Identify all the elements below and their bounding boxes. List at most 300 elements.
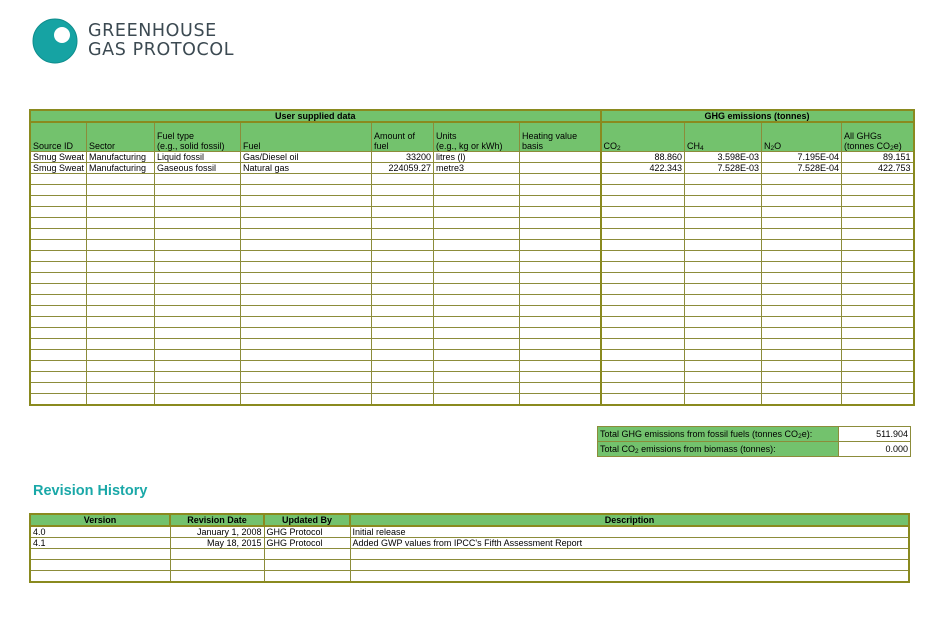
rev-cell-date[interactable]: May 18, 2015: [170, 538, 264, 549]
cell-heating[interactable]: [520, 217, 601, 228]
cell-n2o[interactable]: [762, 217, 842, 228]
rev-cell-version[interactable]: 4.0: [30, 526, 170, 538]
cell-all[interactable]: [842, 250, 914, 261]
cell-all[interactable]: [842, 393, 914, 405]
cell-co2[interactable]: [601, 305, 685, 316]
cell-units[interactable]: [434, 338, 520, 349]
cell-n2o[interactable]: [762, 371, 842, 382]
cell-all[interactable]: [842, 327, 914, 338]
cell-units[interactable]: [434, 228, 520, 239]
cell-source-id[interactable]: Smug Sweat: [30, 162, 87, 173]
cell-co2[interactable]: [601, 349, 685, 360]
cell-amount[interactable]: 224059.27: [372, 162, 434, 173]
cell-n2o[interactable]: [762, 272, 842, 283]
cell-units[interactable]: [434, 283, 520, 294]
cell-co2[interactable]: [601, 184, 685, 195]
cell-amount[interactable]: [372, 184, 434, 195]
cell-sector[interactable]: [87, 184, 155, 195]
cell-source-id[interactable]: [30, 239, 87, 250]
cell-all[interactable]: [842, 272, 914, 283]
cell-ch4[interactable]: [685, 272, 762, 283]
cell-co2[interactable]: [601, 316, 685, 327]
cell-co2[interactable]: [601, 250, 685, 261]
cell-fuel-type[interactable]: [155, 217, 241, 228]
cell-source-id[interactable]: [30, 195, 87, 206]
cell-fuel[interactable]: [241, 228, 372, 239]
cell-fuel-type[interactable]: [155, 316, 241, 327]
empty-table-row: [30, 294, 914, 305]
cell-ch4[interactable]: [685, 239, 762, 250]
cell-amount[interactable]: 33200: [372, 151, 434, 162]
cell-fuel[interactable]: [241, 195, 372, 206]
cell-all[interactable]: [842, 239, 914, 250]
cell-fuel-type[interactable]: [155, 382, 241, 393]
cell-ch4[interactable]: [685, 382, 762, 393]
cell-co2[interactable]: [601, 228, 685, 239]
n2o-tail: O: [774, 140, 782, 151]
cell-co2[interactable]: [601, 283, 685, 294]
cell-fuel-type[interactable]: [155, 261, 241, 272]
cell-heating[interactable]: [520, 162, 601, 173]
cell-source-id[interactable]: [30, 173, 87, 184]
cell-all[interactable]: [842, 382, 914, 393]
cell-all[interactable]: [842, 349, 914, 360]
cell-heating[interactable]: [520, 382, 601, 393]
cell-amount[interactable]: [372, 173, 434, 184]
cell-sector[interactable]: [87, 250, 155, 261]
cell-source-id[interactable]: [30, 250, 87, 261]
fuel-emissions-table: [29, 109, 915, 406]
cell-amount[interactable]: [372, 272, 434, 283]
cell-n2o[interactable]: [762, 360, 842, 371]
cell-n2o[interactable]: 7.528E-04: [762, 162, 842, 173]
cell-fuel-type[interactable]: Liquid fossil: [155, 151, 241, 162]
cell-ch4[interactable]: [685, 305, 762, 316]
cell-fuel-type[interactable]: [155, 327, 241, 338]
cell-n2o[interactable]: 7.195E-04: [762, 151, 842, 162]
cell-units[interactable]: [434, 349, 520, 360]
rev-cell-version[interactable]: [30, 549, 170, 560]
rev-cell-by[interactable]: GHG Protocol: [264, 526, 350, 538]
cell-amount[interactable]: [372, 239, 434, 250]
empty-table-row: [30, 261, 914, 272]
cell-all[interactable]: 89.151: [842, 151, 914, 162]
cell-heating[interactable]: [520, 151, 601, 162]
cell-amount[interactable]: [372, 250, 434, 261]
cell-ch4[interactable]: [685, 349, 762, 360]
cell-amount[interactable]: [372, 195, 434, 206]
cell-sector[interactable]: [87, 393, 155, 405]
cell-heating[interactable]: [520, 195, 601, 206]
cell-source-id[interactable]: [30, 217, 87, 228]
cell-amount[interactable]: [372, 283, 434, 294]
cell-fuel[interactable]: [241, 184, 372, 195]
empty-table-row: [30, 316, 914, 327]
cell-fuel[interactable]: [241, 327, 372, 338]
cell-fuel[interactable]: [241, 349, 372, 360]
cell-all[interactable]: [842, 283, 914, 294]
cell-sector[interactable]: Manufacturing: [87, 162, 155, 173]
all-line1: All GHGs: [844, 130, 882, 141]
cell-fuel[interactable]: [241, 371, 372, 382]
cell-n2o[interactable]: [762, 338, 842, 349]
cell-amount[interactable]: [372, 338, 434, 349]
cell-heating[interactable]: [520, 327, 601, 338]
cell-ch4[interactable]: [685, 283, 762, 294]
fuel-type-line1: Fuel type: [157, 130, 195, 141]
all-sub: 2: [890, 144, 894, 151]
cell-fuel[interactable]: [241, 239, 372, 250]
cell-source-id[interactable]: [30, 261, 87, 272]
cell-n2o[interactable]: [762, 239, 842, 250]
cell-co2[interactable]: [601, 173, 685, 184]
cell-co2[interactable]: [601, 294, 685, 305]
cell-units[interactable]: [434, 360, 520, 371]
cell-sector[interactable]: [87, 206, 155, 217]
cell-sector[interactable]: [87, 195, 155, 206]
cell-sector[interactable]: [87, 239, 155, 250]
cell-units[interactable]: [434, 173, 520, 184]
cell-units[interactable]: [434, 250, 520, 261]
total-bio-tail: emissions from biomass (tonnes):: [638, 444, 776, 454]
co2-text: CO: [603, 140, 618, 151]
cell-amount[interactable]: [372, 217, 434, 228]
cell-sector[interactable]: [87, 360, 155, 371]
cell-fuel-type[interactable]: [155, 206, 241, 217]
cell-n2o[interactable]: [762, 228, 842, 239]
cell-n2o[interactable]: [762, 261, 842, 272]
cell-all[interactable]: [842, 294, 914, 305]
cell-co2[interactable]: [601, 327, 685, 338]
cell-co2[interactable]: [601, 261, 685, 272]
rev-cell-version[interactable]: [30, 560, 170, 571]
cell-sector[interactable]: [87, 316, 155, 327]
cell-fuel-type[interactable]: Gaseous fossil: [155, 162, 241, 173]
cell-heating[interactable]: [520, 349, 601, 360]
cell-fuel[interactable]: [241, 294, 372, 305]
cell-sector[interactable]: [87, 338, 155, 349]
empty-table-row: [30, 173, 914, 184]
cell-all[interactable]: [842, 206, 914, 217]
cell-fuel-type[interactable]: [155, 228, 241, 239]
cell-amount[interactable]: [372, 327, 434, 338]
rev-cell-by[interactable]: [264, 560, 350, 571]
cell-fuel-type[interactable]: [155, 338, 241, 349]
cell-fuel[interactable]: [241, 206, 372, 217]
rev-cell-by[interactable]: GHG Protocol: [264, 538, 350, 549]
total-biomass-value: 0.000: [839, 442, 911, 457]
cell-ch4[interactable]: [685, 228, 762, 239]
cell-heating[interactable]: [520, 360, 601, 371]
cell-n2o[interactable]: [762, 349, 842, 360]
cell-fuel-type[interactable]: [155, 250, 241, 261]
cell-source-id[interactable]: [30, 349, 87, 360]
cell-n2o[interactable]: [762, 206, 842, 217]
cell-sector[interactable]: [87, 283, 155, 294]
cell-heating[interactable]: [520, 294, 601, 305]
total-fossil-tail: e):: [801, 429, 813, 439]
cell-fuel-type[interactable]: [155, 305, 241, 316]
cell-units[interactable]: [434, 206, 520, 217]
cell-sector[interactable]: [87, 305, 155, 316]
cell-amount[interactable]: [372, 305, 434, 316]
cell-all[interactable]: [842, 217, 914, 228]
cell-all[interactable]: [842, 195, 914, 206]
cell-all[interactable]: [842, 371, 914, 382]
cell-source-id[interactable]: Smug Sweat: [30, 151, 87, 162]
cell-n2o[interactable]: [762, 327, 842, 338]
col-ch4: [685, 122, 762, 151]
cell-all[interactable]: [842, 305, 914, 316]
cell-ch4[interactable]: 7.528E-03: [685, 162, 762, 173]
cell-amount[interactable]: [372, 360, 434, 371]
cell-units[interactable]: [434, 316, 520, 327]
cell-fuel[interactable]: [241, 283, 372, 294]
cell-heating[interactable]: [520, 316, 601, 327]
cell-units[interactable]: [434, 239, 520, 250]
cell-sector[interactable]: [87, 261, 155, 272]
cell-fuel-type[interactable]: [155, 239, 241, 250]
cell-heating[interactable]: [520, 173, 601, 184]
cell-ch4[interactable]: [685, 217, 762, 228]
cell-amount[interactable]: [372, 393, 434, 405]
cell-ch4[interactable]: 3.598E-03: [685, 151, 762, 162]
cell-heating[interactable]: [520, 338, 601, 349]
cell-ch4[interactable]: [685, 250, 762, 261]
rev-cell-by[interactable]: [264, 571, 350, 583]
cell-fuel-type[interactable]: [155, 393, 241, 405]
cell-source-id[interactable]: [30, 371, 87, 382]
cell-all[interactable]: [842, 173, 914, 184]
cell-n2o[interactable]: [762, 184, 842, 195]
cell-units[interactable]: [434, 272, 520, 283]
greenhouse-gas-protocol-logo: [32, 18, 234, 64]
cell-sector[interactable]: [87, 327, 155, 338]
cell-sector[interactable]: [87, 217, 155, 228]
cell-units[interactable]: [434, 382, 520, 393]
cell-sector[interactable]: [87, 349, 155, 360]
cell-fuel-type[interactable]: [155, 283, 241, 294]
cell-amount[interactable]: [372, 206, 434, 217]
cell-source-id[interactable]: [30, 283, 87, 294]
cell-ch4[interactable]: [685, 206, 762, 217]
cell-ch4[interactable]: [685, 261, 762, 272]
cell-n2o[interactable]: [762, 382, 842, 393]
cell-co2[interactable]: 88.860: [601, 151, 685, 162]
cell-source-id[interactable]: [30, 393, 87, 405]
cell-heating[interactable]: [520, 184, 601, 195]
cell-n2o[interactable]: [762, 250, 842, 261]
cell-fuel[interactable]: Gas/Diesel oil: [241, 151, 372, 162]
heating-line2: basis: [522, 140, 544, 151]
cell-sector[interactable]: Manufacturing: [87, 151, 155, 162]
cell-fuel-type[interactable]: [155, 184, 241, 195]
cell-source-id[interactable]: [30, 360, 87, 371]
cell-amount[interactable]: [372, 371, 434, 382]
cell-fuel-type[interactable]: [155, 349, 241, 360]
cell-fuel[interactable]: [241, 217, 372, 228]
cell-ch4[interactable]: [685, 338, 762, 349]
cell-fuel[interactable]: [241, 316, 372, 327]
cell-sector[interactable]: [87, 173, 155, 184]
empty-table-row: [30, 360, 914, 371]
heating-line1: Heating value: [522, 130, 578, 141]
cell-heating[interactable]: [520, 305, 601, 316]
cell-ch4[interactable]: [685, 393, 762, 405]
rev-cell-desc[interactable]: [350, 549, 909, 560]
cell-amount[interactable]: [372, 382, 434, 393]
cell-ch4[interactable]: [685, 316, 762, 327]
cell-n2o[interactable]: [762, 305, 842, 316]
cell-source-id[interactable]: [30, 316, 87, 327]
cell-co2[interactable]: [601, 360, 685, 371]
cell-source-id[interactable]: [30, 228, 87, 239]
cell-units[interactable]: [434, 184, 520, 195]
empty-table-row: [30, 283, 914, 294]
cell-amount[interactable]: [372, 228, 434, 239]
empty-revision-row: [30, 549, 909, 560]
cell-co2[interactable]: [601, 382, 685, 393]
cell-fuel[interactable]: [241, 360, 372, 371]
cell-heating[interactable]: [520, 250, 601, 261]
cell-fuel-type[interactable]: [155, 272, 241, 283]
all-tail: e): [893, 140, 902, 151]
cell-all[interactable]: [842, 316, 914, 327]
cell-n2o[interactable]: [762, 294, 842, 305]
cell-fuel[interactable]: [241, 261, 372, 272]
cell-sector[interactable]: [87, 272, 155, 283]
cell-units[interactable]: litres (l): [434, 151, 520, 162]
empty-table-row: [30, 228, 914, 239]
table-row: [30, 151, 914, 162]
cell-units[interactable]: [434, 195, 520, 206]
total-fossil-sub: 2: [798, 433, 802, 440]
cell-units[interactable]: [434, 327, 520, 338]
cell-heating[interactable]: [520, 393, 601, 405]
cell-fuel[interactable]: [241, 250, 372, 261]
cell-heating[interactable]: [520, 206, 601, 217]
cell-ch4[interactable]: [685, 294, 762, 305]
cell-source-id[interactable]: [30, 382, 87, 393]
cell-units[interactable]: [434, 261, 520, 272]
cell-fuel[interactable]: [241, 382, 372, 393]
cell-co2[interactable]: [601, 338, 685, 349]
cell-fuel-type[interactable]: [155, 371, 241, 382]
cell-source-id[interactable]: [30, 206, 87, 217]
cell-fuel-type[interactable]: [155, 173, 241, 184]
cell-sector[interactable]: [87, 228, 155, 239]
cell-units[interactable]: [434, 371, 520, 382]
cell-ch4[interactable]: [685, 371, 762, 382]
ch4-text: CH: [687, 140, 701, 151]
cell-source-id[interactable]: [30, 294, 87, 305]
cell-n2o[interactable]: [762, 316, 842, 327]
cell-source-id[interactable]: [30, 327, 87, 338]
rev-cell-date[interactable]: January 1, 2008: [170, 526, 264, 538]
rev-cell-desc[interactable]: [350, 560, 909, 571]
cell-units[interactable]: [434, 305, 520, 316]
cell-heating[interactable]: [520, 283, 601, 294]
cell-units[interactable]: [434, 294, 520, 305]
cell-amount[interactable]: [372, 294, 434, 305]
cell-ch4[interactable]: [685, 195, 762, 206]
rev-cell-desc[interactable]: Initial release: [350, 526, 909, 538]
cell-heating[interactable]: [520, 239, 601, 250]
cell-heating[interactable]: [520, 261, 601, 272]
cell-n2o[interactable]: [762, 173, 842, 184]
cell-all[interactable]: [842, 184, 914, 195]
cell-ch4[interactable]: [685, 360, 762, 371]
cell-source-id[interactable]: [30, 272, 87, 283]
cell-co2[interactable]: [601, 195, 685, 206]
cell-units[interactable]: [434, 393, 520, 405]
cell-fuel-type[interactable]: [155, 294, 241, 305]
cell-co2[interactable]: [601, 206, 685, 217]
cell-heating[interactable]: [520, 228, 601, 239]
cell-all[interactable]: [842, 228, 914, 239]
total-fossil-value: 511.904: [839, 427, 911, 442]
cell-amount[interactable]: [372, 261, 434, 272]
cell-fuel[interactable]: [241, 393, 372, 405]
empty-table-row: [30, 371, 914, 382]
cell-amount[interactable]: [372, 349, 434, 360]
cell-sector[interactable]: [87, 294, 155, 305]
cell-fuel-type[interactable]: [155, 195, 241, 206]
cell-n2o[interactable]: [762, 195, 842, 206]
cell-source-id[interactable]: [30, 184, 87, 195]
cell-fuel[interactable]: [241, 338, 372, 349]
cell-fuel[interactable]: [241, 272, 372, 283]
cell-co2[interactable]: [601, 371, 685, 382]
cell-all[interactable]: [842, 338, 914, 349]
cell-all[interactable]: [842, 261, 914, 272]
cell-n2o[interactable]: [762, 283, 842, 294]
rev-cell-date[interactable]: [170, 560, 264, 571]
cell-fuel[interactable]: [241, 305, 372, 316]
cell-ch4[interactable]: [685, 184, 762, 195]
rev-cell-date[interactable]: [170, 571, 264, 583]
cell-ch4[interactable]: [685, 173, 762, 184]
cell-all[interactable]: [842, 360, 914, 371]
rev-cell-desc[interactable]: [350, 571, 909, 583]
cell-heating[interactable]: [520, 272, 601, 283]
rev-cell-version[interactable]: [30, 571, 170, 583]
cell-sector[interactable]: [87, 371, 155, 382]
cell-fuel-type[interactable]: [155, 360, 241, 371]
cell-ch4[interactable]: [685, 327, 762, 338]
rev-cell-date[interactable]: [170, 549, 264, 560]
rev-cell-desc[interactable]: Added GWP values from IPCC's Fifth Assessment Report: [350, 538, 909, 549]
rev-cell-by[interactable]: [264, 549, 350, 560]
cell-all[interactable]: 422.753: [842, 162, 914, 173]
cell-co2[interactable]: [601, 217, 685, 228]
cell-source-id[interactable]: [30, 338, 87, 349]
cell-co2[interactable]: [601, 239, 685, 250]
cell-amount[interactable]: [372, 316, 434, 327]
cell-fuel[interactable]: Natural gas: [241, 162, 372, 173]
cell-source-id[interactable]: [30, 305, 87, 316]
cell-co2[interactable]: 422.343: [601, 162, 685, 173]
cell-heating[interactable]: [520, 371, 601, 382]
cell-n2o[interactable]: [762, 393, 842, 405]
cell-co2[interactable]: [601, 272, 685, 283]
cell-units[interactable]: [434, 217, 520, 228]
cell-sector[interactable]: [87, 382, 155, 393]
cell-fuel[interactable]: [241, 173, 372, 184]
rev-cell-version[interactable]: 4.1: [30, 538, 170, 549]
cell-co2[interactable]: [601, 393, 685, 405]
cell-units[interactable]: metre3: [434, 162, 520, 173]
